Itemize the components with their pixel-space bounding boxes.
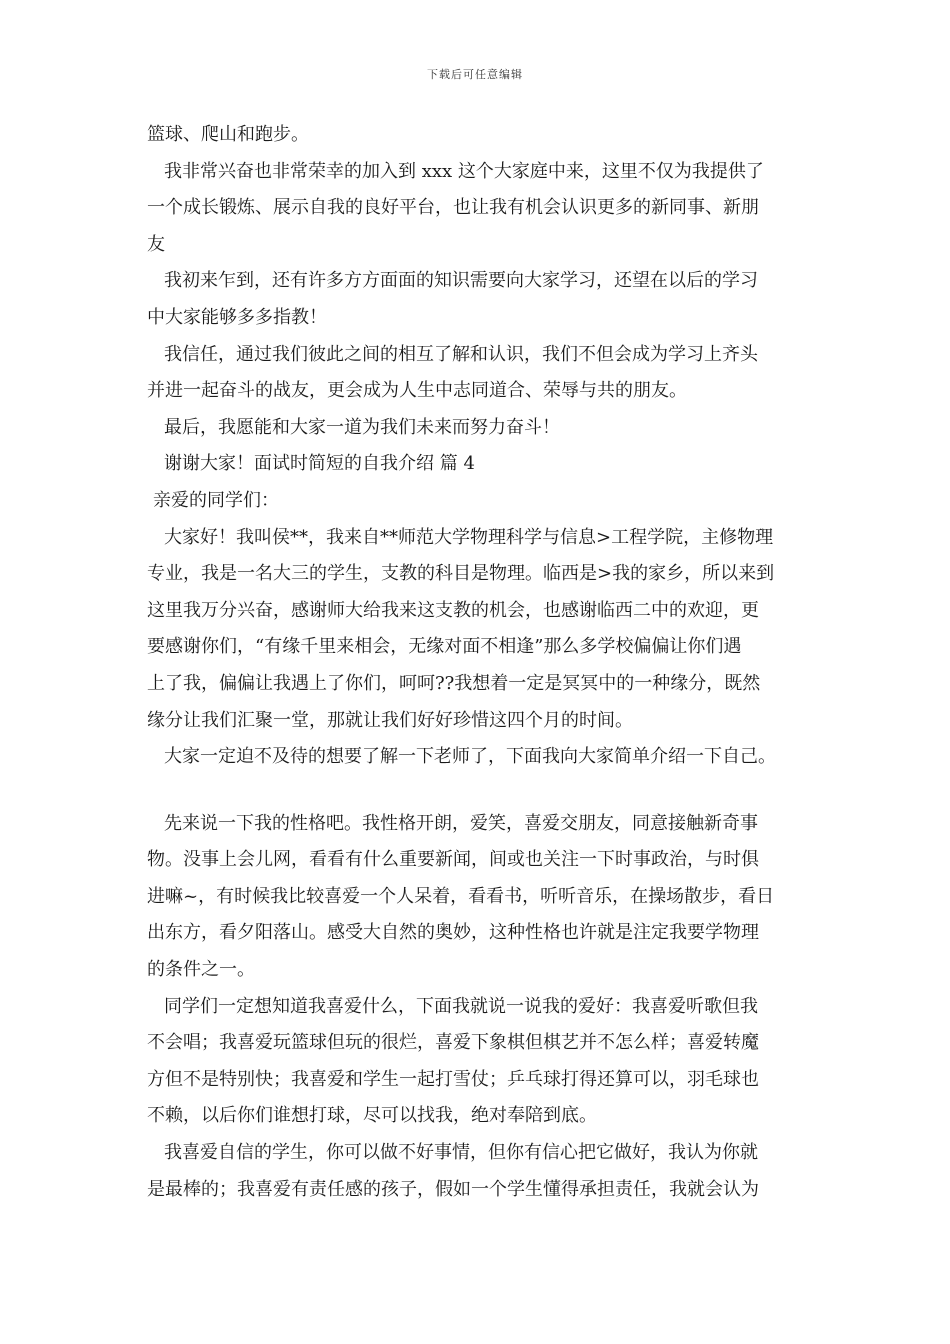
text-line: 的条件之一。	[147, 959, 255, 981]
text-line: 谢谢大家！面试时简短的自我介绍 篇 4	[164, 453, 475, 475]
text-line: 我喜爱自信的学生，你可以做不好事情，但你有信心把它做好，我认为你就	[164, 1142, 758, 1164]
text-line: 一个成长锻炼、展示自我的良好平台，也让我有机会认识更多的新同事、新朋	[147, 197, 759, 219]
text-line: 亲爱的同学们：	[153, 489, 279, 511]
text-line: 物。没事上会儿网，看看有什么重要新闻，间或也关注一下时事政治，与时俱	[147, 849, 759, 871]
text-line: 出东方，看夕阳落山。感受大自然的奥妙，这种性格也许就是注定我要学物理	[147, 922, 759, 944]
text-line: 方但不是特别快；我喜爱和学生一起打雪仗；乒乓球打得还算可以，羽毛球也	[147, 1068, 759, 1090]
text-line: 先来说一下我的性格吧。我性格开朗，爱笑，喜爱交朋友，同意接触新奇事	[164, 812, 758, 834]
text-line: 要感谢你们，“有缘千里来相会，无缘对面不相逢”那么多学校偏偏让你们遇	[147, 636, 742, 658]
text-line: 同学们一定想知道我喜爱什么，下面我就说一说我的爱好：我喜爱听歌但我	[164, 995, 758, 1017]
text-line: 我非常兴奋也非常荣幸的加入到 xxx 这个大家庭中来，这里不仅为我提供了	[164, 160, 764, 182]
text-line: 不会唱；我喜爱玩篮球但玩的很烂，喜爱下象棋但棋艺并不怎么样；喜爱转魔	[147, 1032, 759, 1054]
page-header: 下载后可任意编辑	[427, 68, 523, 81]
text-line: 篮球、爬山和跑步。	[147, 124, 309, 145]
text-line: 是最棒的；我喜爱有责任感的孩子，假如一个学生懂得承担责任，我就会认为	[147, 1178, 759, 1200]
text-line: 这里我万分兴奋，感谢师大给我来这支教的机会，也感谢临西二中的欢迎，更	[147, 599, 759, 621]
text-line: 我信任，通过我们彼此之间的相互了解和认识，我们不但会成为学习上齐头	[164, 343, 758, 365]
text-line: 进嘛~，有时候我比较喜爱一个人呆着，看看书，听听音乐，在操场散步，看日	[147, 885, 775, 907]
text-line: 缘分让我们汇聚一堂，那就让我们好好珍惜这四个月的时间。	[147, 709, 633, 731]
text-line: 我初来乍到，还有许多方方面面的知识需要向大家学习，还望在以后的学习	[164, 270, 758, 292]
text-line: 最后，我愿能和大家一道为我们未来而努力奋斗！	[164, 416, 560, 438]
paragraph-gap	[147, 776, 827, 806]
document-body	[147, 117, 827, 1208]
text-line: 大家一定迫不及待的想要了解一下老师了，下面我向大家简单介绍一下自己。	[164, 746, 776, 768]
text-line: 中大家能够多多指教！	[147, 306, 327, 328]
text-line: 专业，我是一名大三的学生，支教的科目是物理。临西是>我的家乡，所以来到	[147, 563, 775, 585]
text-line: 并进一起奋斗的战友，更会成为人生中志同道合、荣辱与共的朋友。	[147, 380, 687, 402]
text-line: 不赖，以后你们谁想打球，尽可以找我，绝对奉陪到底。	[147, 1105, 597, 1127]
text-line: 上了我，偏偏让我遇上了你们，呵呵??我想着一定是冥冥中的一种缘分，既然	[147, 672, 761, 694]
text-line: 友	[147, 233, 165, 255]
text-line: 大家好！我叫侯**，我来自**师范大学物理科学与信息>工程学院，主修物理	[164, 526, 774, 548]
